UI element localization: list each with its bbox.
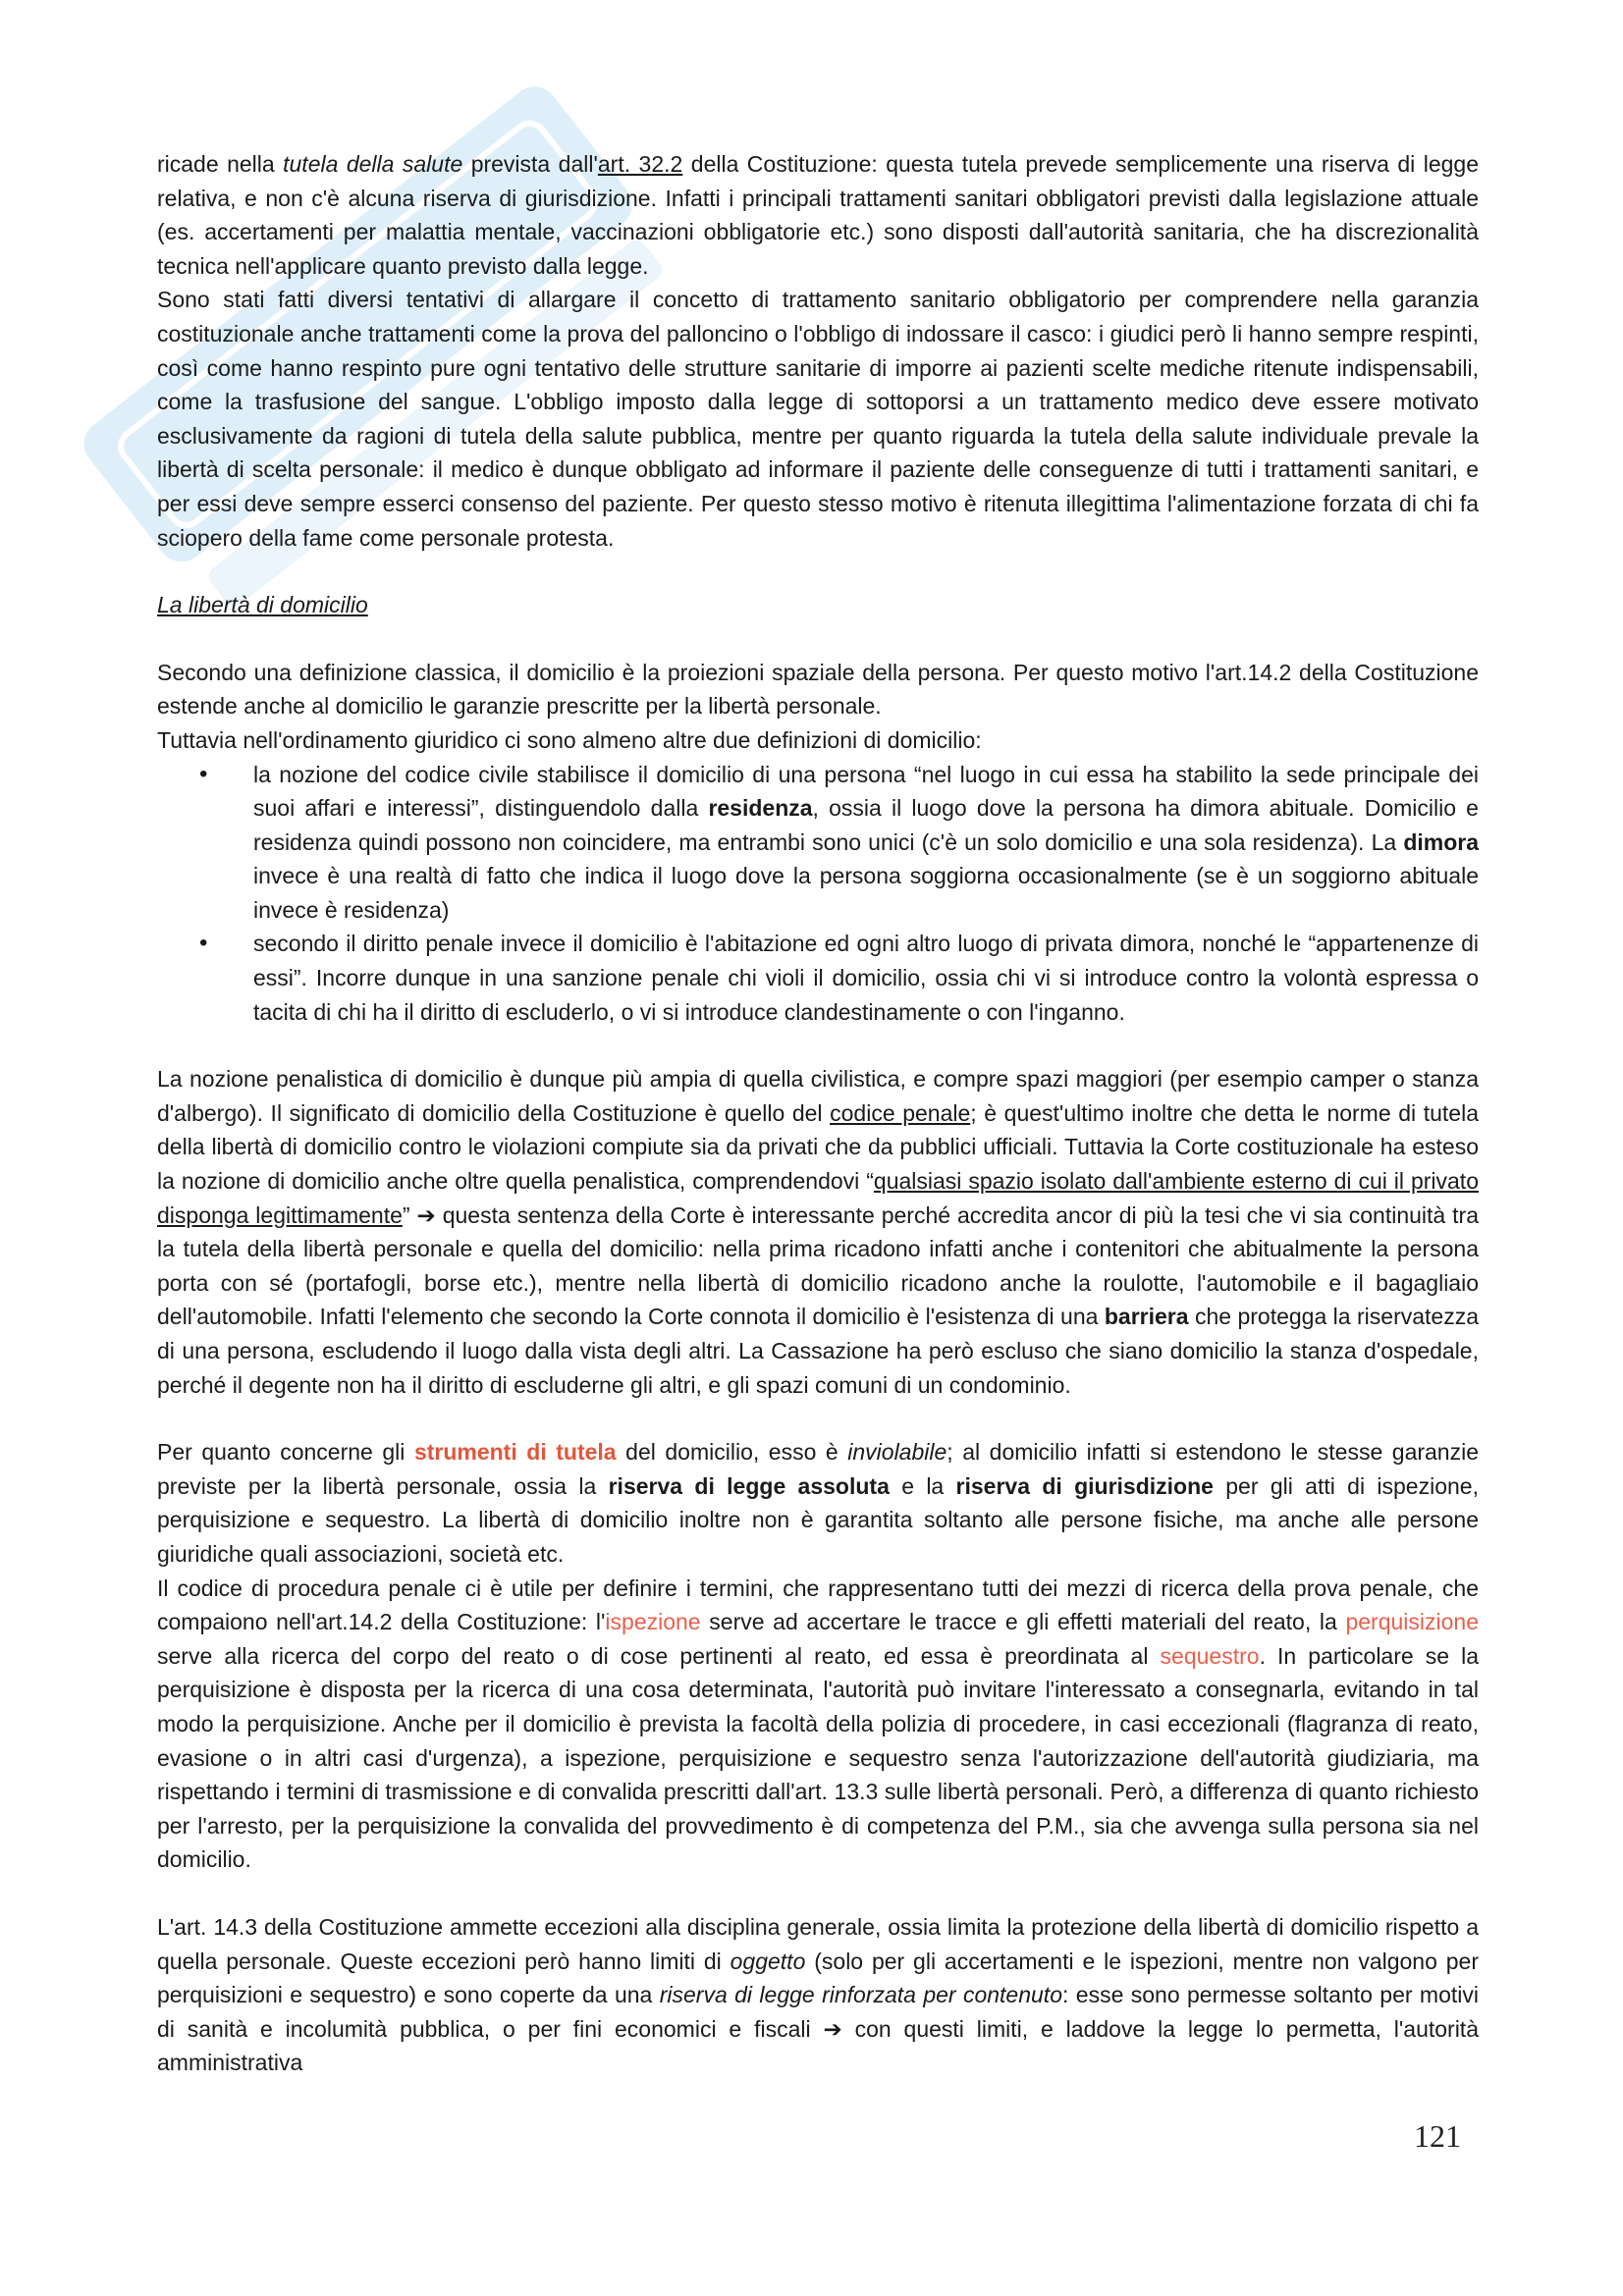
section-heading: La libertà di domicilio xyxy=(157,592,368,618)
paragraph-tentativi: Sono stati fatti diversi tentativi di allargare il concetto di trattamento sanitario obbligatorio per comprendere nella garanzia costituzionale anche trattamenti come la prova del palloncino o l'obbligo di indossare il casco: i giudici però li hanno sempre respinti, così come hanno respinto pure ogni tentativo delle strutture sanitarie di imporre ai pazienti scelte mediche ritenute indispensabili, come la trasfusione del sangue. L'obbligo imposto dalla legge di sottoporsi a un trattamento medico deve essere motivato esclusivamente da ragioni di tutela della salute pubblica, mentre per quanto riguarda la tutela della salute individuale prevale la libertà di scelta personale: il medico è dunque obbligato ad informare il paziente delle conseguenze di tutti i trattamenti sanitari, e per essi deve sempre esserci consenso del paziente. Per questo stesso motivo è ritenuta illegittima l'alimentazione forzata di chi fa sciopero della fame come personale protesta. xyxy=(157,287,1479,551)
art-reference-link: art. 32.2 xyxy=(597,151,683,177)
paragraph-nozione-penalistica: La nozione penalistica di domicilio è dunque più ampia di quella civilistica, e compre spazi maggiori (per esempio camper o stanza d'albergo). Il significato di domicilio della Costituzione è quello del codice penale; è quest'ultimo inoltre che detta le norme di tutela della libertà di domicilio contro le violazioni compiute sia da privati che da pubblici ufficiali. Tuttavia la Corte costituzionale ha esteso la nozione di domicilio anche oltre quella penalistica, comprendendovi “qualsiasi spazio isolato dall'ambiente esterno di cui il privato disponga legittimamente” ➔ questa sentenza della Corte è interessante perché accredita ancor di più la tesi che vi sia continuità tra la tutela della libertà personale e quella del domicilio: nella prima ricadono infatti anche i contenitori che abitualmente la persona porta con sé (portafogli, borse etc.), mentre nella libertà di domicilio ricadono anche la roulotte, l'automobile e il bagagliaio dell'automobile. Infatti l'elemento che secondo la Corte connota il domicilio è l'esistenza di una barriera che protegga la riservatezza di una persona, escludendo il luogo dalla vista degli altri. La Cassazione ha però escluso che siano domicilio la stanza d'ospedale, perché il degente non ha il diritto di escluderne gli altri, e gli spazi comuni di un condominio. xyxy=(157,1066,1479,1398)
paragraph-eccezioni: L'art. 14.3 della Costituzione ammette eccezioni alla disciplina generale, ossia limita la protezione della libertà di domicilio rispetto a quella personale. Queste eccezioni però hanno limiti di oggetto (solo per gli accertamenti e le ispezioni, mentre non valgono per perquisizioni e sequestro) e sono coperte da una riserva di legge rinforzata per contenuto: esse sono permesse soltanto per motivi di sanità e incolumità pubblica, o per fini economici e fiscali ➔ con questi limiti, e laddove la legge lo permetta, l'autorità amministrativa xyxy=(157,1913,1479,2076)
document-page xyxy=(157,147,1479,2080)
definitions-list xyxy=(157,758,1479,1030)
list-item: • secondo il diritto penale invece il domicilio è l'abitazione ed ogni altro luogo di privata dimora, nonché le “appartenenze di essi”. Incorre dunque in una sanzione penale chi violi il domicilio, ossia chi vi si introduce contro la volontà espressa o tacita di chi ha il diritto di escluderlo, o vi si introduce clandestinamente o con l'inganno. xyxy=(253,927,1479,1029)
paragraph-strumenti-tutela: Per quanto concerne gli strumenti di tutela del domicilio, esso è inviolabile; al domicilio infatti si estendono le stesse garanzie previste per la libertà personale, ossia la riserva di legge assoluta e la riserva di giurisdizione per gli atti di ispezione, perquisizione e sequestro. La libertà di domicilio inoltre non è garantita soltanto alle persone fisiche, ma anche alle persone giuridiche quali associazioni, società etc. xyxy=(157,1439,1479,1567)
list-item: • la nozione del codice civile stabilisce il domicilio di una persona “nel luogo in cui essa ha stabilito la sede principale dei suoi affari e interessi”, distinguendolo dalla residenza, ossia il luogo dove la persona ha dimora abituale. Domicilio e residenza quindi possono non coincidere, ma entrambi sono unici (c'è un solo domicilio e una sola residenza). La dimora invece è una realtà di fatto che indica il luogo dove la persona soggiorna occasionalmente (se è un soggiorno abituale invece è residenza) xyxy=(253,758,1479,928)
paragraph-definizione: Secondo una definizione classica, il domicilio è la proiezioni spaziale della persona. Per questo motivo l'art.14.2 della Costituzione estende anche al domicilio le garanzie prescritte per la libertà personale. xyxy=(157,659,1479,720)
paragraph-codice-procedura: Il codice di procedura penale ci è utile per definire i termini, che rappresentano tutti dei mezzi di ricerca della prova penale, che compaiono nell'art.14.2 della Costituzione: l'ispezione serve ad accertare le tracce e gli effetti materiali del reato, la perquisizione serve alla ricerca del corpo del reato o di cose pertinenti al reato, ed essa è preordinata al sequestro. In particolare se la perquisizione è disposta per la ricerca di una cosa determinata, l'autorità può invitare l'interessato a consegnarla, evitando in tal modo la perquisizione. Anche per il domicilio è prevista la facoltà della polizia di procedere, in casi eccezionali (flagranza di reato, evasione o in altri casi d'urgenza), a ispezione, perquisizione e sequestro senza l'autorizzazione dell'autorità giudiziaria, ma rispettando i termini di trasmissione e di convalida prescritti dall'art. 13.3 sulle libertà personali. Però, a differenza di quanto richiesto per l'arresto, per la perquisizione la convalida del provvedimento è di competenza del P.M., sia che avvenga sulla persona sia nel domicilio. xyxy=(157,1575,1480,1873)
paragraph-definizioni-intro: Tuttavia nell'ordinamento giuridico ci sono almeno altre due definizioni di domicilio: xyxy=(157,726,982,753)
paragraph-tutela-salute: ricade nella tutela della salute prevista dall'art. 32.2 della Costituzione: questa tutela prevede semplicemente una riserva di legge relativa, e non c'è alcuna riserva di giurisdizione. Infatti i principali trattamenti sanitari obbligatori previsti dalla legislazione attuale (es. accertamenti per malattia mentale, vaccinazioni obbligatorie etc.) sono disposti dall'autorità sanitaria, che ha discrezionalità tecnica nell'applicare quanto previsto dalla legge. xyxy=(157,151,1479,279)
page-number: 121 xyxy=(1414,2118,1461,2154)
